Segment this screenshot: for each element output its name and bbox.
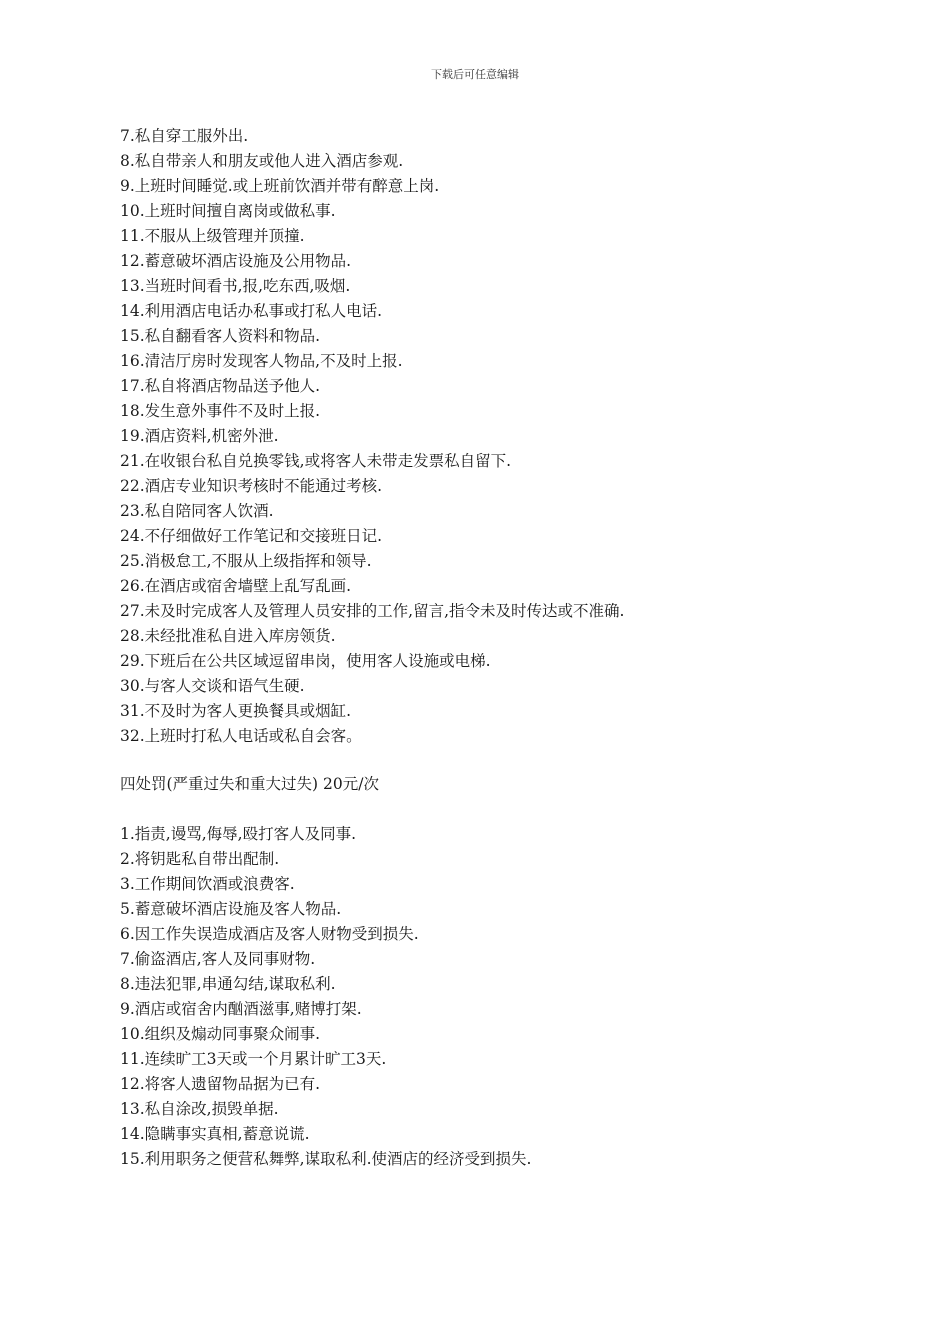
- list-item: 26.在酒店或宿舍墙壁上乱写乱画.: [120, 577, 352, 595]
- list-item: 27.未及时完成客人及管理人员安排的工作,留言,指令未及时传达或不准确.: [120, 602, 625, 620]
- list-item: 1.指责,谩骂,侮辱,殴打客人及同事.: [120, 825, 356, 843]
- list-item: 3.工作期间饮酒或浪费客.: [120, 875, 295, 893]
- list-item: 14.利用酒店电话办私事或打私人电话.: [120, 302, 383, 320]
- list-item: 23.私自陪同客人饮酒.: [120, 502, 274, 520]
- list-item: 31.不及时为客人更换餐具或烟缸.: [120, 702, 352, 720]
- list-item: 18.发生意外事件不及时上报.: [120, 402, 321, 420]
- list-item: 7.私自穿工服外出.: [120, 127, 249, 145]
- list-item: 16.清洁厅房时发现客人物品,不及时上报.: [120, 352, 403, 370]
- list-item: 29.下班后在公共区域逗留串岗，使用客人设施或电梯.: [120, 652, 491, 670]
- list-item: 17.私自将酒店物品送予他人.: [120, 377, 321, 395]
- list-item: 13.当班时间看书,报,吃东西,吸烟.: [120, 277, 351, 295]
- list-item: 21.在收银台私自兑换零钱,或将客人未带走发票私自留下.: [120, 452, 512, 470]
- list-item: 14.隐瞒事实真相,蓄意说谎.: [120, 1125, 310, 1143]
- list-item: 9.上班时间睡觉.或上班前饮酒并带有醉意上岗.: [120, 177, 440, 195]
- list-item: 13.私自涂改,损毁单据.: [120, 1100, 279, 1118]
- list-item: 15.私自翻看客人资料和物品.: [120, 327, 321, 345]
- list-item: 10.上班时间擅自离岗或做私事.: [120, 202, 336, 220]
- violation-list-serious: [120, 822, 840, 1172]
- list-item: 11.连续旷工3天或一个月累计旷工3天.: [120, 1050, 387, 1068]
- list-item: 2.将钥匙私自带出配制.: [120, 850, 280, 868]
- list-item: 10.组织及煽动同事聚众闹事.: [120, 1025, 321, 1043]
- list-item: 22.酒店专业知识考核时不能通过考核.: [120, 477, 383, 495]
- page-header-note: 下载后可任意编辑: [431, 68, 519, 81]
- list-item: 8.违法犯罪,串通勾结,谋取私利.: [120, 975, 336, 993]
- list-item: 25.消极怠工,不服从上级指挥和领导.: [120, 552, 372, 570]
- list-item: 15.利用职务之便营私舞弊,谋取私利.使酒店的经济受到损失.: [120, 1150, 532, 1168]
- list-item: 12.蓄意破坏酒店设施及公用物品.: [120, 252, 352, 270]
- violation-list-minor: [120, 124, 840, 749]
- list-item: 24.不仔细做好工作笔记和交接班日记.: [120, 527, 383, 545]
- list-item: 12.将客人遗留物品据为已有.: [120, 1075, 321, 1093]
- section-heading-penalty-four: 四处罚(严重过失和重大过失) 20元/次: [120, 775, 379, 793]
- list-item: 19.酒店资料,机密外泄.: [120, 427, 279, 445]
- list-item: 30.与客人交谈和语气生硬.: [120, 677, 305, 695]
- document-body: [120, 124, 840, 1172]
- list-item: 9.酒店或宿舍内酗酒滋事,赌博打架.: [120, 1000, 362, 1018]
- list-item: 8.私自带亲人和朋友或他人进入酒店参观.: [120, 152, 404, 170]
- list-item: 28.未经批准私自进入库房领货.: [120, 627, 336, 645]
- list-item: 7.偷盗酒店,客人及同事财物.: [120, 950, 316, 968]
- list-item: 32.上班时打私人电话或私自会客。: [120, 727, 362, 745]
- list-item: 5.蓄意破坏酒店设施及客人物品.: [120, 900, 342, 918]
- list-item: 6.因工作失误造成酒店及客人财物受到损失.: [120, 925, 419, 943]
- list-item: 11.不服从上级管理并顶撞.: [120, 227, 305, 245]
